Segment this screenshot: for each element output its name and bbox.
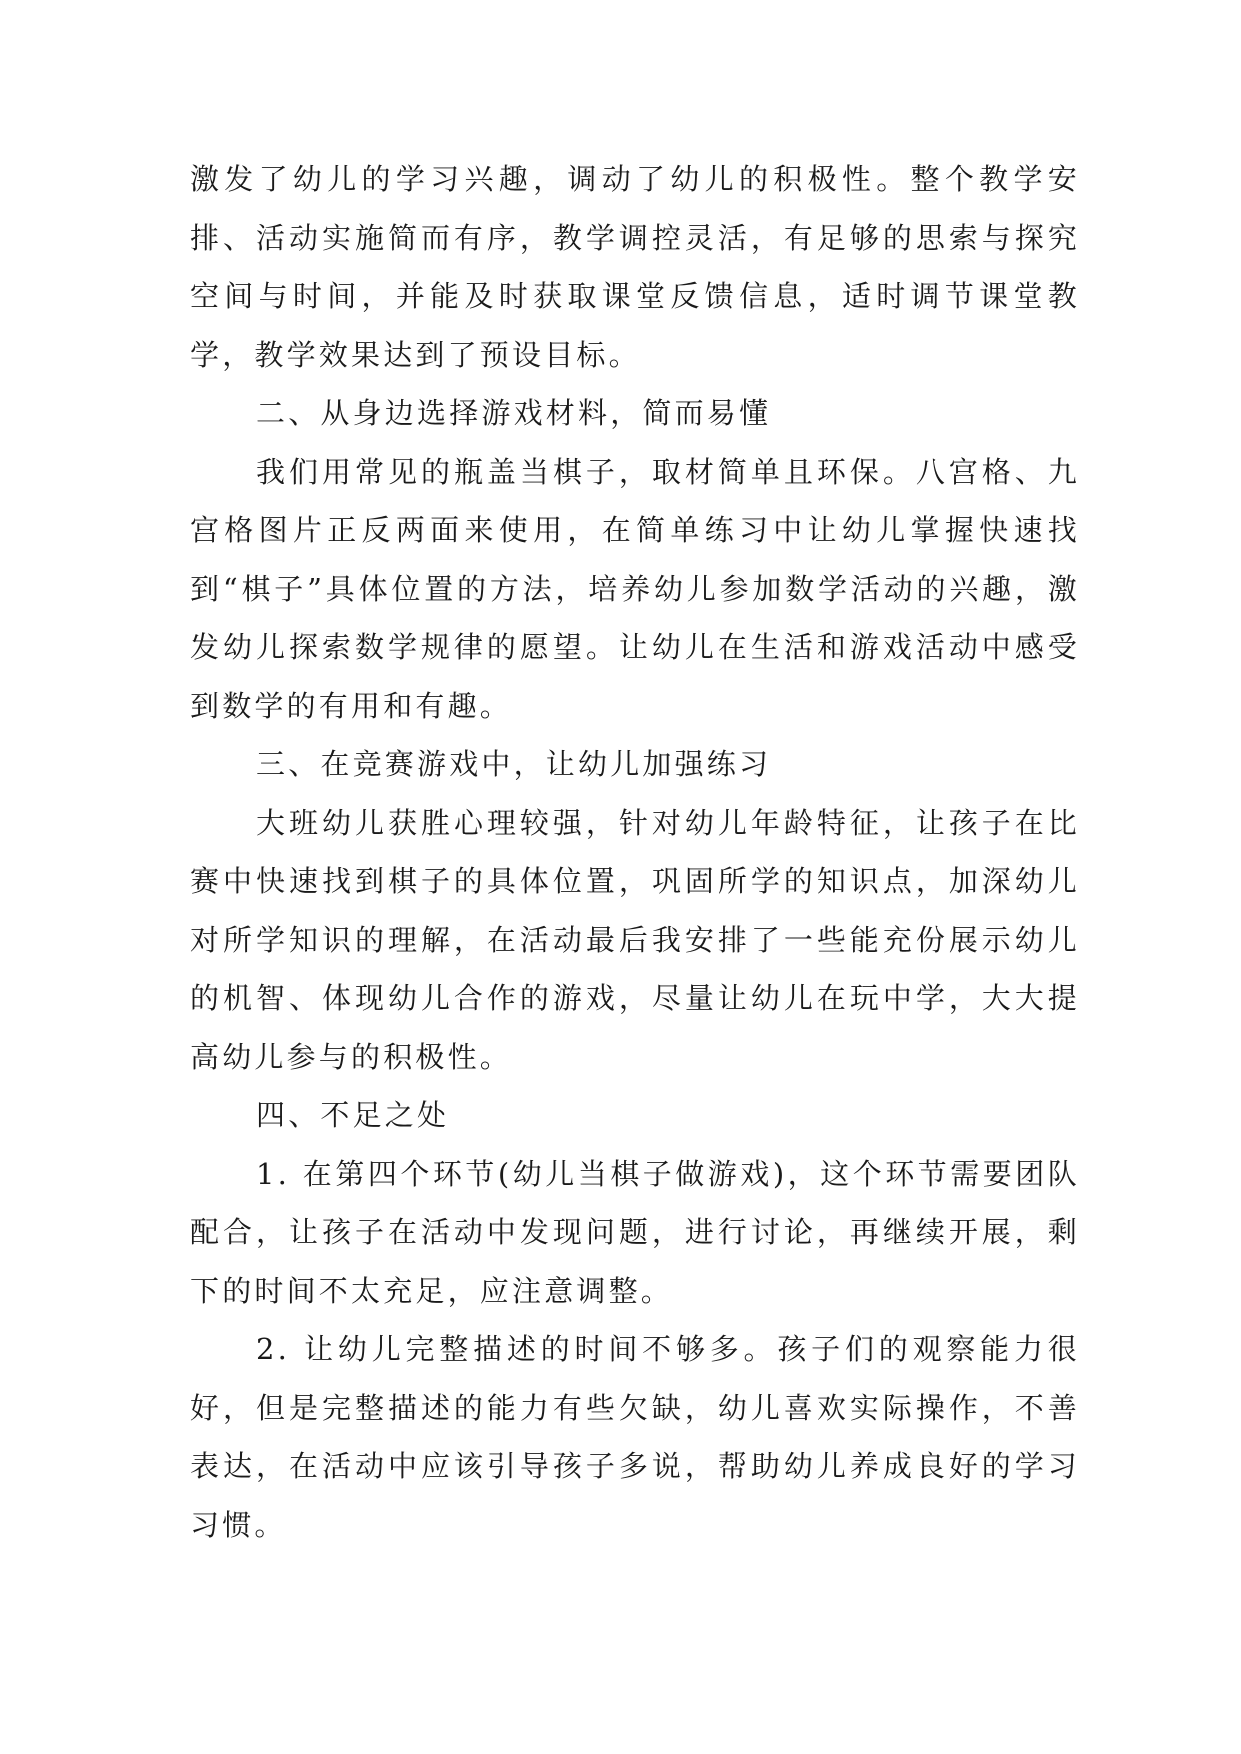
- section-heading-2: 二、从身边选择游戏材料，简而易懂: [256, 396, 772, 430]
- list-item-2: 2. 让幼儿完整描述的时间不够多。孩子们的观察能力很好，但是完整描述的能力有些欠缺，幼儿喜欢实际操作，不善表达，在活动中应该引导孩子多说，帮助幼儿养成良好的学习习惯。: [190, 1332, 1080, 1542]
- paragraph-continuation: 激发了幼儿的学习兴趣，调动了幼儿的积极性。整个教学安排、活动实施简而有序，教学调控灵活，有足够的思索与探究空间与时间，并能及时获取课堂反馈信息，适时调节课堂教学，教学效果达到了预设目标。: [190, 162, 1080, 372]
- document-page: [190, 150, 1080, 1554]
- section-heading-4: 四、不足之处: [256, 1098, 450, 1132]
- section-heading-3: 三、在竞赛游戏中，让幼儿加强练习: [256, 747, 772, 781]
- paragraph-competition: 大班幼儿获胜心理较强，针对幼儿年龄特征，让孩子在比赛中快速找到棋子的具体位置，巩固所学的知识点，加深幼儿对所学知识的理解，在活动最后我安排了一些能充份展示幼儿的机智、体现幼儿合作的游戏，尽量让幼儿在玩中学，大大提高幼儿参与的积极性。: [190, 805, 1080, 1074]
- list-item-1: 1. 在第四个环节(幼儿当棋子做游戏)，这个环节需要团队配合，让孩子在活动中发现问题，进行讨论，再继续开展，剩下的时间不太充足，应注意调整。: [190, 1156, 1080, 1308]
- paragraph-materials: 我们用常见的瓶盖当棋子，取材简单且环保。八宫格、九宫格图片正反两面来使用，在简单练习中让幼儿掌握快速找到“棋子”具体位置的方法，培养幼儿参加数学活动的兴趣，激发幼儿探索数学规律的愿望。让幼儿在生活和游戏活动中感受到数学的有用和有趣。: [190, 454, 1080, 723]
